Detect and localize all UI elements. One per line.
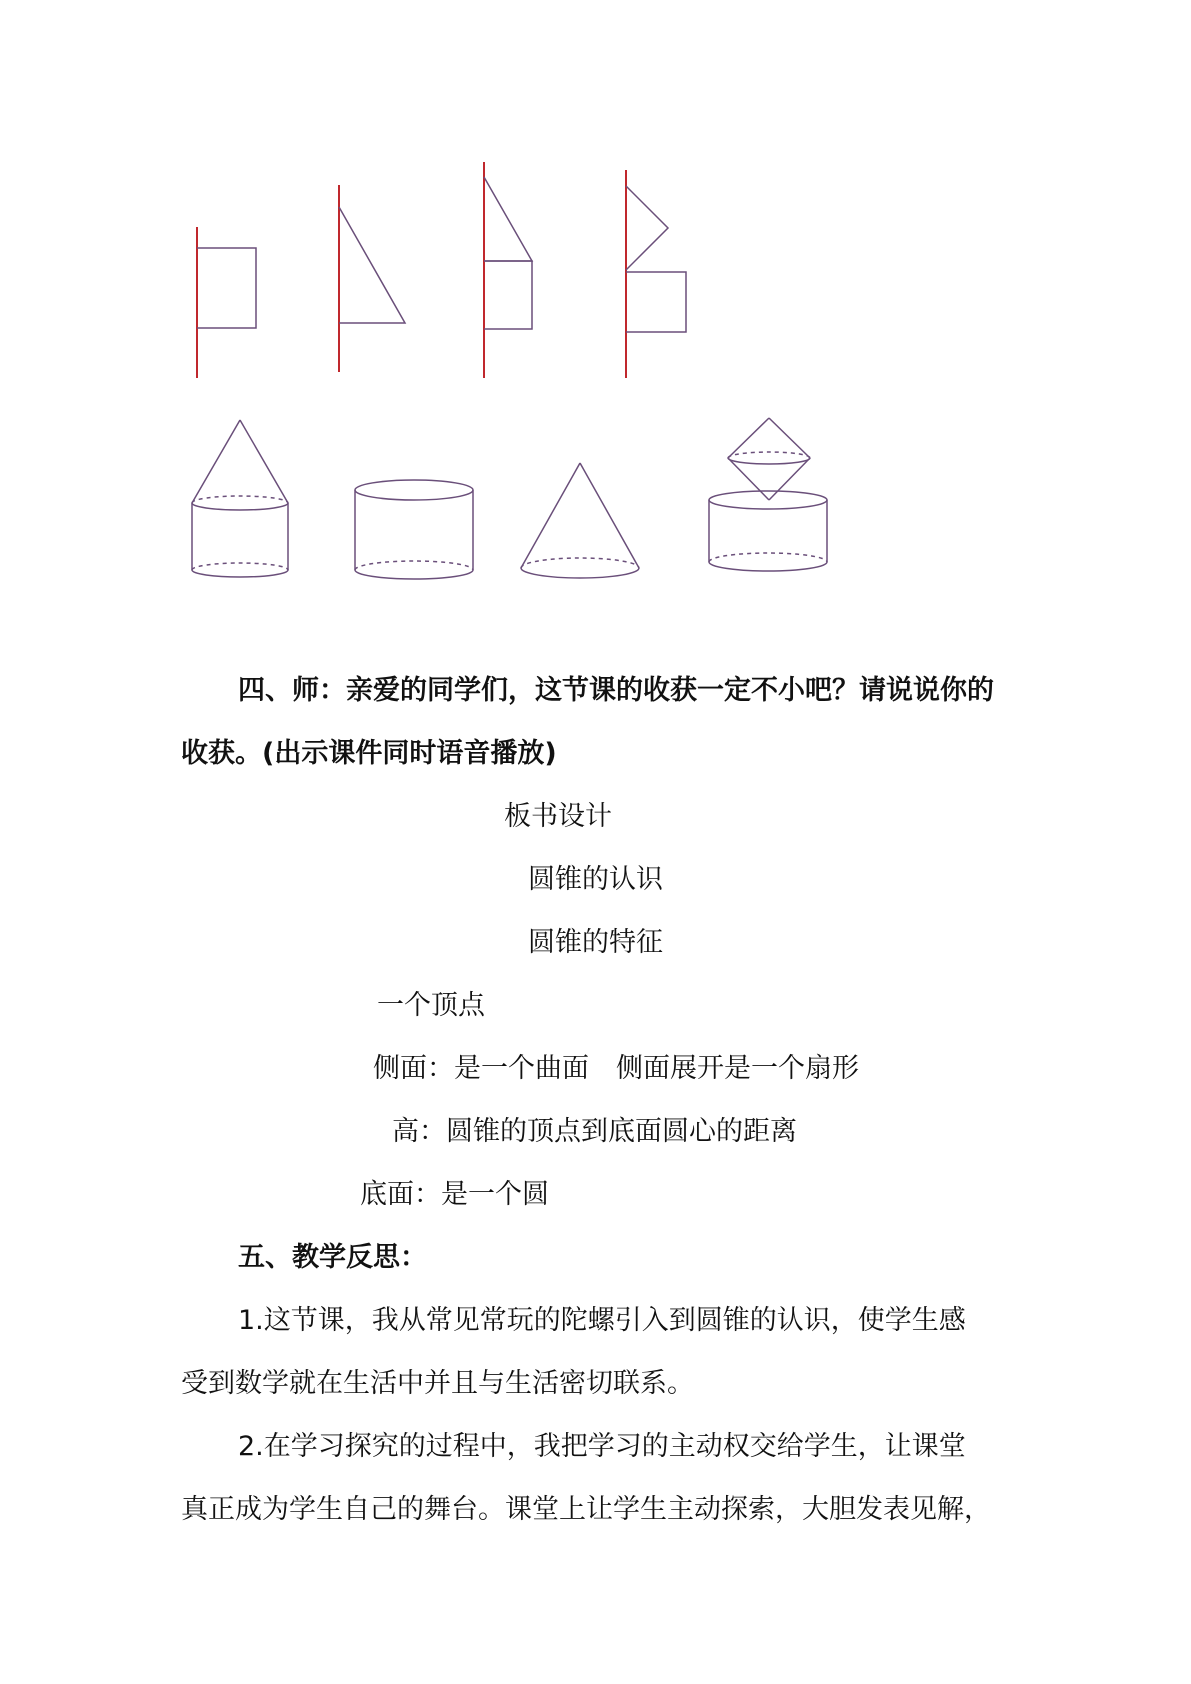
board-features: 圆锥的特征 [528,927,663,958]
section4-line1: 四、师：亲爱的同学们，这节课的收获一定不小吧？请说说你的 [238,675,994,706]
rectangle-shape [626,272,686,332]
rhombus-rectangle-with-axis [626,170,686,378]
rectangle-with-axis [197,227,256,378]
rectangle-shape [197,248,256,328]
section5-p1-line1: 1.这节课，我从常见常玩的陀螺引入到圆锥的认识，使学生感 [238,1305,966,1336]
section5-p1-line2: 受到数学就在生活中并且与生活密切联系。 [181,1368,694,1399]
cone-solid [521,463,639,578]
section5-heading: 五、教学反思： [238,1242,427,1273]
board-vertex: 一个顶点 [377,990,485,1021]
cone-on-cylinder-solid [192,420,288,577]
board-height: 高：圆锥的顶点到底面圆心的距离 [392,1116,797,1147]
board-title: 板书设计 [504,801,612,832]
triangle-shape [339,207,405,323]
rectangle-shape [484,261,532,329]
section5-p2-line2: 真正成为学生自己的舞台。课堂上让学生主动探索，大胆发表见解， [181,1494,991,1525]
triangle-shape [484,177,532,261]
cylinder-solid [355,480,473,579]
triangle-shape [626,186,668,270]
section5-p2-line1: 2.在学习探究的过程中，我把学习的主动权交给学生，让课堂 [238,1431,966,1462]
triangle-rectangle-with-axis [484,162,532,378]
triangle-with-axis [339,185,405,372]
double-cone-on-cylinder-solid [709,418,827,571]
board-base: 底面：是一个圆 [360,1179,549,1210]
board-topic: 圆锥的认识 [528,864,663,895]
rotation-figures [0,0,1191,620]
board-side: 侧面：是一个曲面 侧面展开是一个扇形 [373,1053,859,1084]
section4-line2: 收获。(出示课件同时语音播放) [181,738,557,769]
